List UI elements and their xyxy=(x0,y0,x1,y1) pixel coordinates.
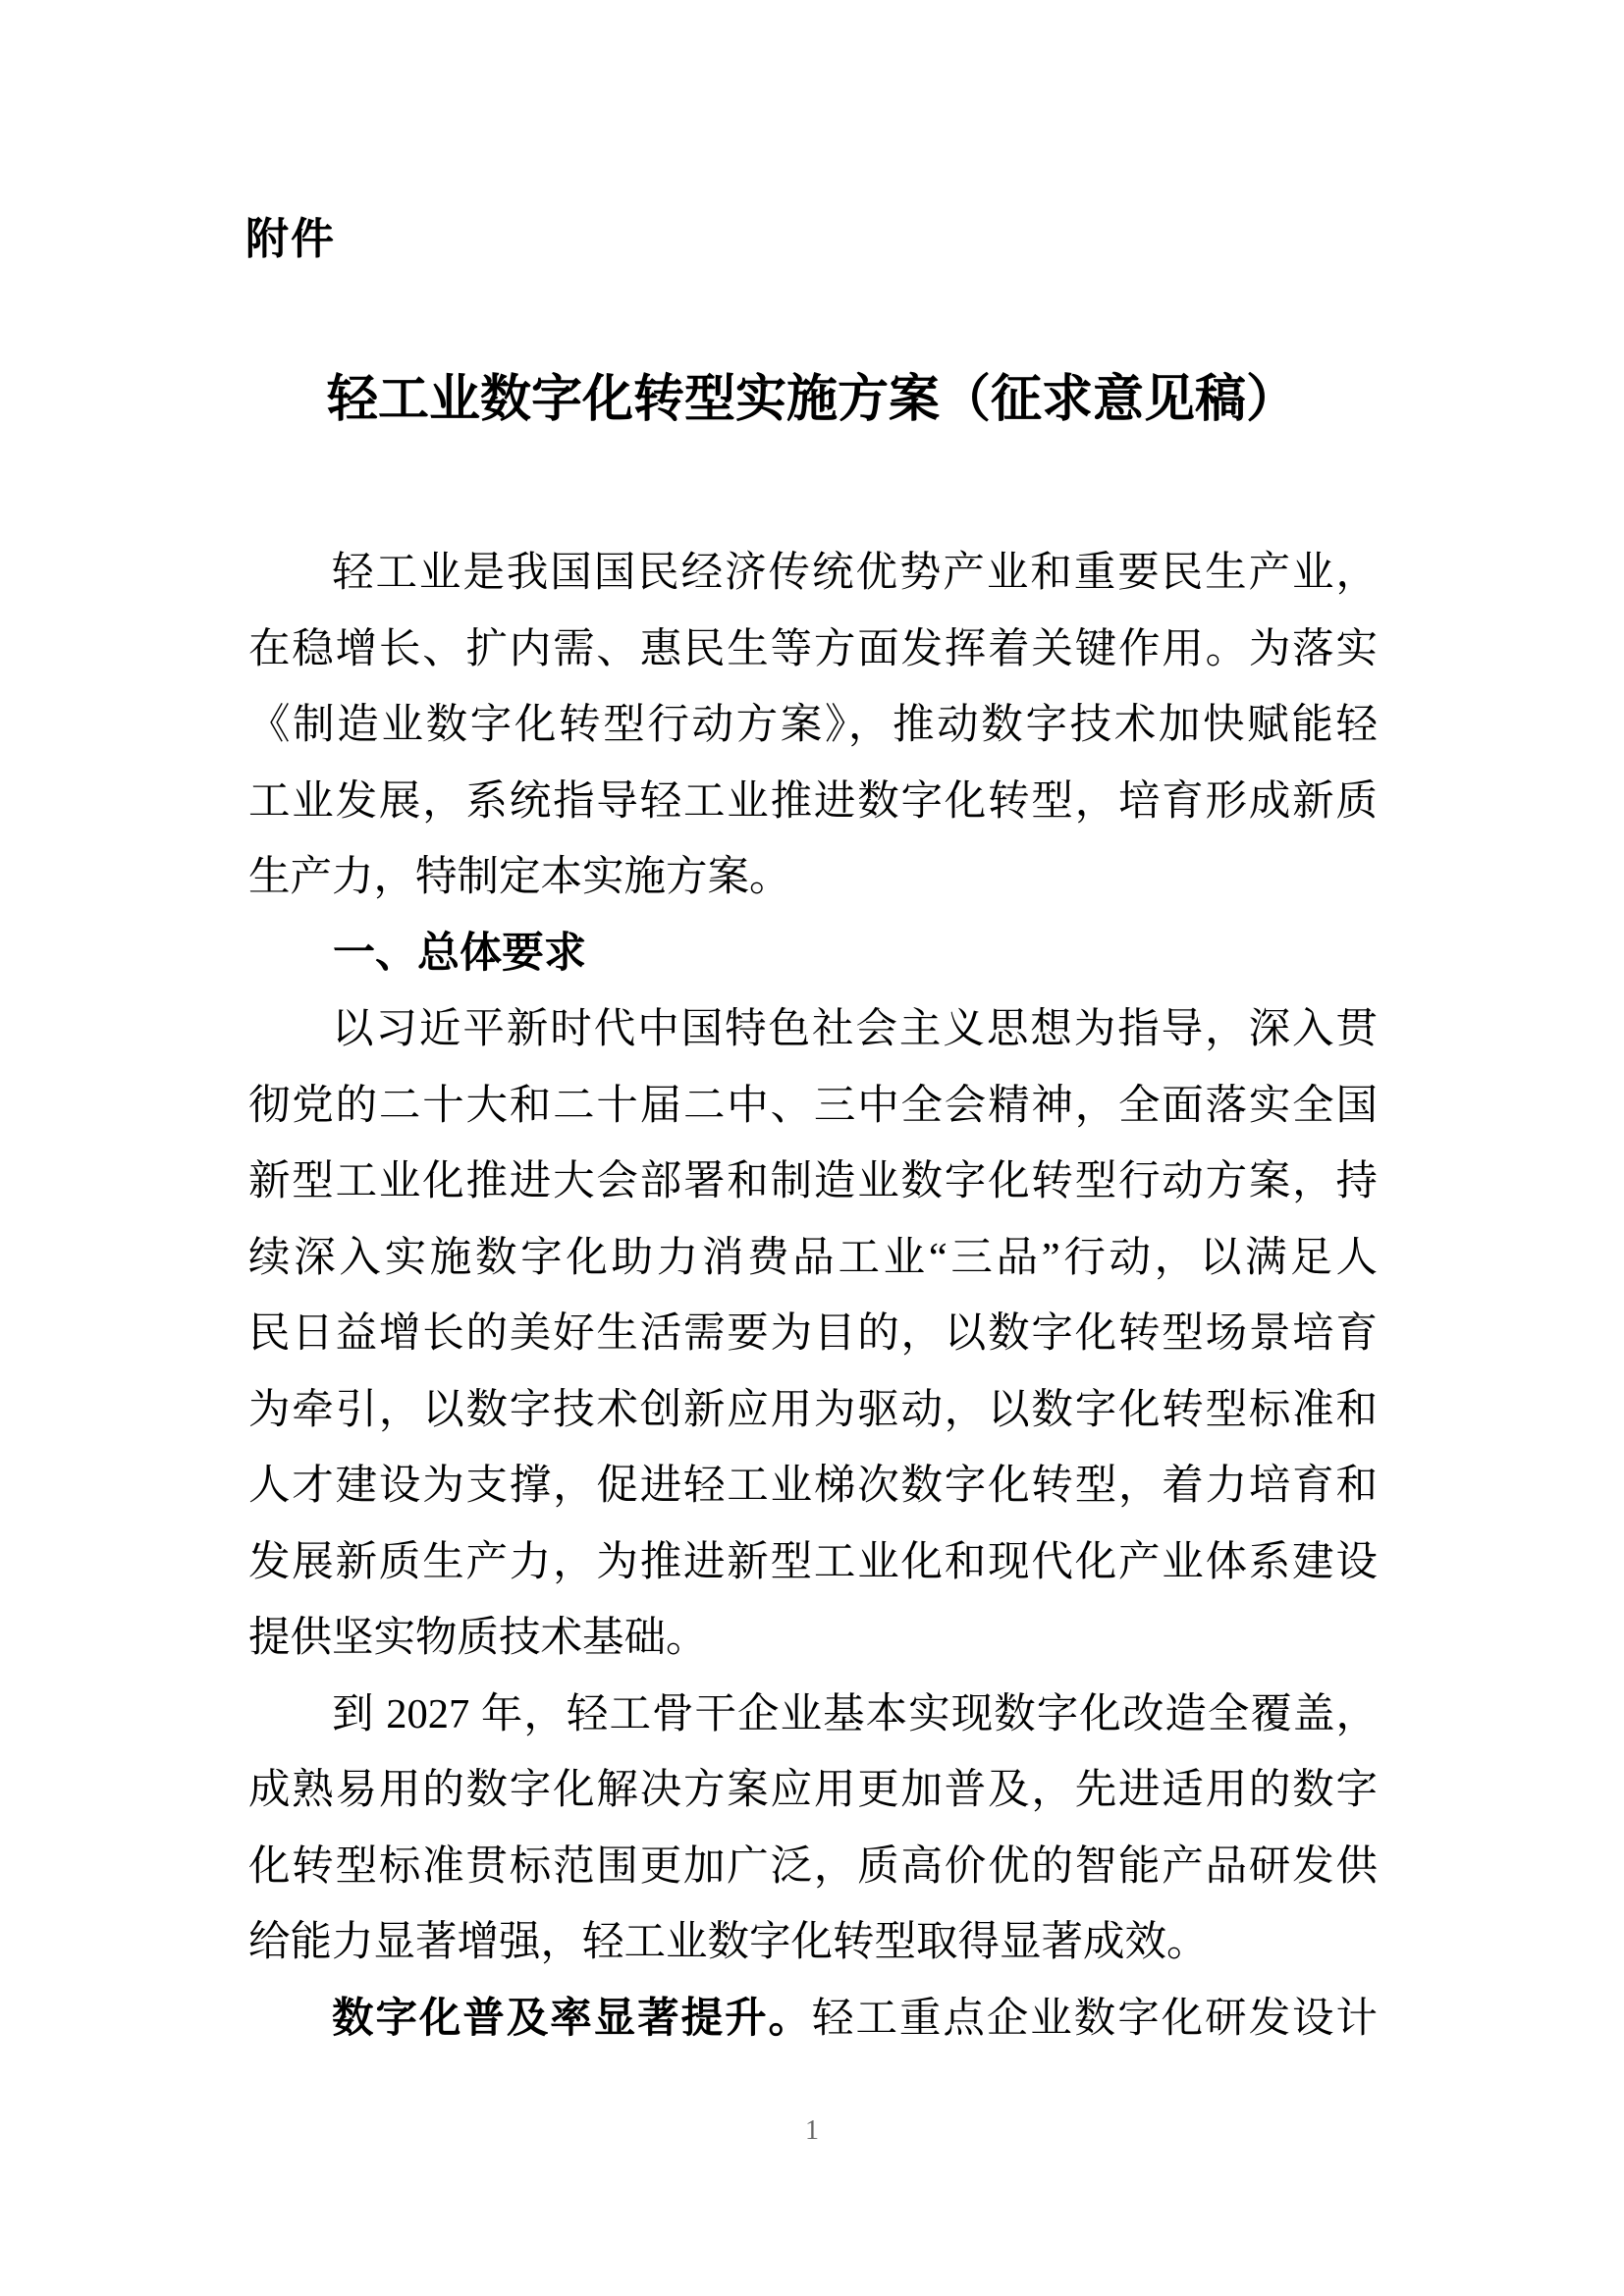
text-line: 工业发展，系统指导轻工业推进数字化转型，培育形成新质 xyxy=(248,777,1378,825)
text-line: 民日益增长的美好生活需要为目的，以数字化转型场景培育 xyxy=(248,1310,1378,1357)
text-line: 《制造业数字化转型行动方案》，推动数字技术加快赋能轻 xyxy=(248,702,1378,748)
text-line: 给能力显著增强，轻工业数字化转型取得显著成效。 xyxy=(248,1919,1209,1965)
text-line: 为牵引，以数字技术创新应用为驱动，以数字化转型标准和 xyxy=(248,1386,1378,1433)
text-line: 轻工业是我国国民经济传统优势产业和重要民生产业， xyxy=(332,550,1378,596)
text-line: 到 2027 年，轻工骨干企业基本实现数字化改造全覆盖， xyxy=(332,1690,1378,1737)
text-line: 新型工业化推进大会部署和制造业数字化转型行动方案，持 xyxy=(248,1158,1378,1204)
text-run: 轻工重点企业数字化研发设计 xyxy=(812,1995,1378,2042)
text-line: 在稳增长、扩内需、惠民生等方面发挥着关键作用。为落实 xyxy=(248,625,1378,672)
page-number: 1 xyxy=(805,2115,819,2146)
document-body xyxy=(248,535,1378,2056)
text-line: 提供坚实物质技术基础。 xyxy=(248,1615,708,1661)
text-line: 成熟易用的数字化解决方案应用更加普及，先进适用的数字 xyxy=(248,1767,1378,1813)
text-line xyxy=(248,1981,1378,2057)
text-line: 续深入实施数字化助力消费品工业“三品”行动，以满足人 xyxy=(248,1234,1378,1281)
text-line: 生产力，特制定本实施方案。 xyxy=(248,854,791,900)
text-line: 以习近平新时代中国特色社会主义思想为指导，深入贯 xyxy=(332,1006,1378,1052)
section-heading: 一、总体要求 xyxy=(333,929,586,977)
document-title: 轻工业数字化转型实施方案（征求意见稿） xyxy=(326,372,1297,428)
text-line: 化转型标准贯标范围更加广泛，质高价优的智能产品研发供 xyxy=(248,1842,1378,1890)
bold-lead-text: 数字化普及率显著提升。 xyxy=(332,1995,813,2042)
text-line: 人才建设为支撑，促进轻工业梯次数字化转型，着力培育和 xyxy=(248,1463,1378,1509)
text-line: 彻党的二十大和二十届二中、三中全会精神，全面落实全国 xyxy=(248,1082,1378,1129)
attachment-label: 附件 xyxy=(245,215,336,263)
text-line: 发展新质生产力，为推进新型工业化和现代化产业体系建设 xyxy=(248,1538,1378,1585)
